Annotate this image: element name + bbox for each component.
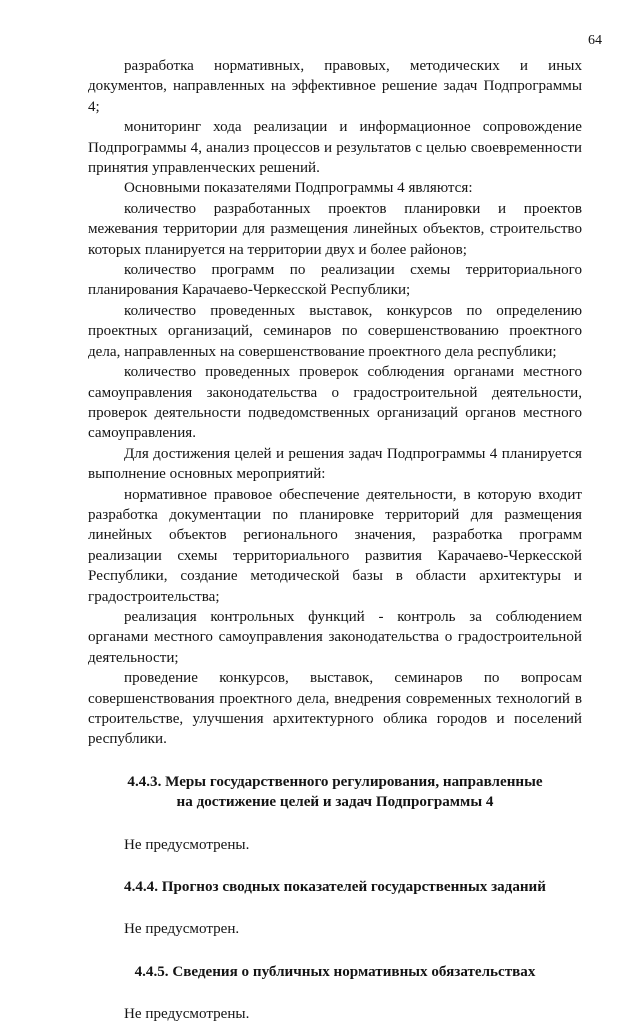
paragraph: мониторинг хода реализации и информационное сопровождение Подпрограммы 4, анализ процессов и результатов с целью своевременности принятия управленческих решений. — [88, 119, 582, 177]
section-heading-4-4-5: 4.4.5. Сведения о публичных нормативных обязательствах — [134, 963, 536, 980]
paragraph: количество проведенных проверок соблюдения органами местного самоуправления законодательства о градостроительной деятельности, проверок деятельности подведомственных организаций органов местного самоуправления. — [88, 364, 582, 442]
paragraph: количество проведенных выставок, конкурсов по определению проектных организаций, семинаров по совершенствованию проектного дела, направленных на совершенствование проектного дела республики; — [88, 302, 582, 360]
paragraph: реализация контрольных функций - контроль за соблюдением органами местного самоуправления законодательства о градостроительной деятельности; — [88, 608, 582, 666]
document-body — [88, 56, 582, 1025]
paragraph: нормативное правовое обеспечение деятельности, в которую входит разработка документации по планировке территорий для размещения линейных объектов регионального значения, разработка программ реализации схемы территориального развития Карачаево-Черкесской Республики, создание методической базы в области архитектуры и градостроительства; — [88, 486, 582, 605]
paragraph: Основными показателями Подпрограммы 4 являются: — [124, 180, 473, 197]
paragraph: количество программ по реализации схемы территориального планирования Карачаево-Черкесской Республики; — [88, 262, 582, 299]
section-heading-4-4-4: 4.4.4. Прогноз сводных показателей государственных заданий — [124, 879, 546, 896]
page-number: 64 — [588, 33, 602, 48]
section-text: Не предусмотрен. — [124, 921, 240, 938]
section-text: Не предусмотрены. — [124, 1006, 250, 1023]
paragraph: Для достижения целей и решения задач Подпрограммы 4 планируется выполнение основных мероприятий: — [88, 445, 582, 483]
section-text: Не предусмотрены. — [124, 836, 250, 853]
section-heading-4-4-3 — [88, 772, 582, 813]
paragraph: проведение конкурсов, выставок, семинаров по вопросам совершенствования проектного дела, внедрения современных технологий в строительстве, улучшения архитектурного облика городов и поселений республики. — [88, 670, 582, 748]
heading-line: 4.4.3. Меры государственного регулирования, направленные — [127, 773, 543, 790]
paragraph: количество разработанных проектов планировки и проектов межевания территории для размещения линейных объектов, строительство которых планируется на территории двух и более районов; — [88, 200, 582, 258]
heading-line: на достижение целей и задач Подпрограммы 4 — [176, 794, 494, 811]
paragraph: разработка нормативных, правовых, методических и иных документов, направленных на эффективное решение задач Подпрограммы 4; — [88, 58, 582, 115]
